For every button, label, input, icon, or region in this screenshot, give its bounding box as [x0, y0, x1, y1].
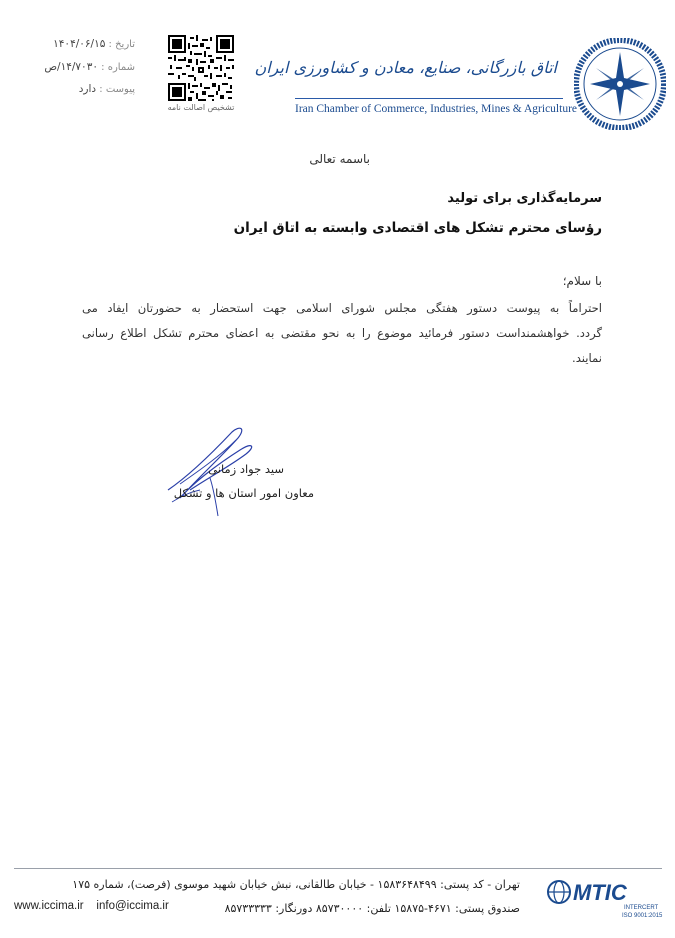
email-link[interactable]: info@iccima.ir	[96, 900, 169, 912]
footer-address: تهران - کد پستی: ۱۵۸۳۶۴۸۴۹۹ - خیابان طالقانی، نبش خیابان شهید موسوی (فرصت)، شماره ۱۷۵	[72, 878, 520, 891]
date-label: تاریخ :	[108, 39, 135, 50]
body-line: احتراماً به پیوست دستور هفتگی مجلس شورای اسلامی جهت استحضار به حضورتان ایفاد می	[82, 301, 602, 315]
letter-recipient: رؤسای محترم تشکل های اقتصادی وابسته به اتاق ایران	[233, 220, 602, 236]
website-link[interactable]: www.iccima.ir	[14, 900, 84, 912]
org-name-en: Iran Chamber of Commerce, Industries, Mines & Agriculture	[295, 103, 577, 115]
number-label: شماره :	[101, 62, 135, 73]
cert-sub: INTERCERT	[624, 905, 659, 911]
attachment-value: دارد	[78, 83, 97, 95]
letter-meta	[44, 38, 135, 100]
footer-contact: صندوق پستی: ۴۶۷۱-۱۵۸۷۵ تلفن: ۸۵۷۳۰۰۰۰ دورنگار: ۸۵۷۳۳۳۳۳	[224, 902, 520, 915]
header-divider	[295, 98, 563, 99]
mtic-certification-logo-icon	[546, 876, 664, 922]
attachment-row	[44, 81, 135, 100]
number-value: ۱۴/۷۰۳۰/ص	[44, 61, 98, 73]
org-name-fa: اتاق بازرگانی، صنایع، معادن و کشاورزی ایران	[254, 58, 557, 77]
body-line: گردد. خواهشمنداست دستور فرمائید موضوع را به نحو مقتضی به اعضای محترم تشکل اطلاع رسانی	[82, 326, 602, 340]
number-row	[44, 55, 135, 81]
footer-divider	[14, 868, 662, 869]
body-line: نمایند.	[572, 351, 602, 365]
attachment-label: پیوست :	[99, 84, 135, 95]
signer-title: معاون امور استان ها و تشکل	[173, 486, 314, 500]
qr-caption: تشخیص اصالت نامه	[167, 103, 235, 112]
cert-iso: ISO 9001:2015	[622, 913, 663, 919]
cert-brand: MTIC	[573, 880, 627, 905]
qr-code-icon[interactable]	[168, 35, 234, 101]
date-row	[44, 38, 135, 55]
chamber-logo-icon	[574, 38, 666, 130]
letter-greeting: با سلام؛	[562, 274, 602, 288]
basmala: باسمه تعالی	[309, 152, 370, 166]
letter-body	[82, 296, 602, 371]
footer-web	[14, 900, 169, 912]
signer-name: سید جواد زمانی	[208, 462, 284, 476]
letter-subject: سرمایه‌گذاری برای تولید	[447, 191, 602, 206]
date-value: ۱۴۰۴/۰۶/۱۵	[53, 38, 106, 50]
